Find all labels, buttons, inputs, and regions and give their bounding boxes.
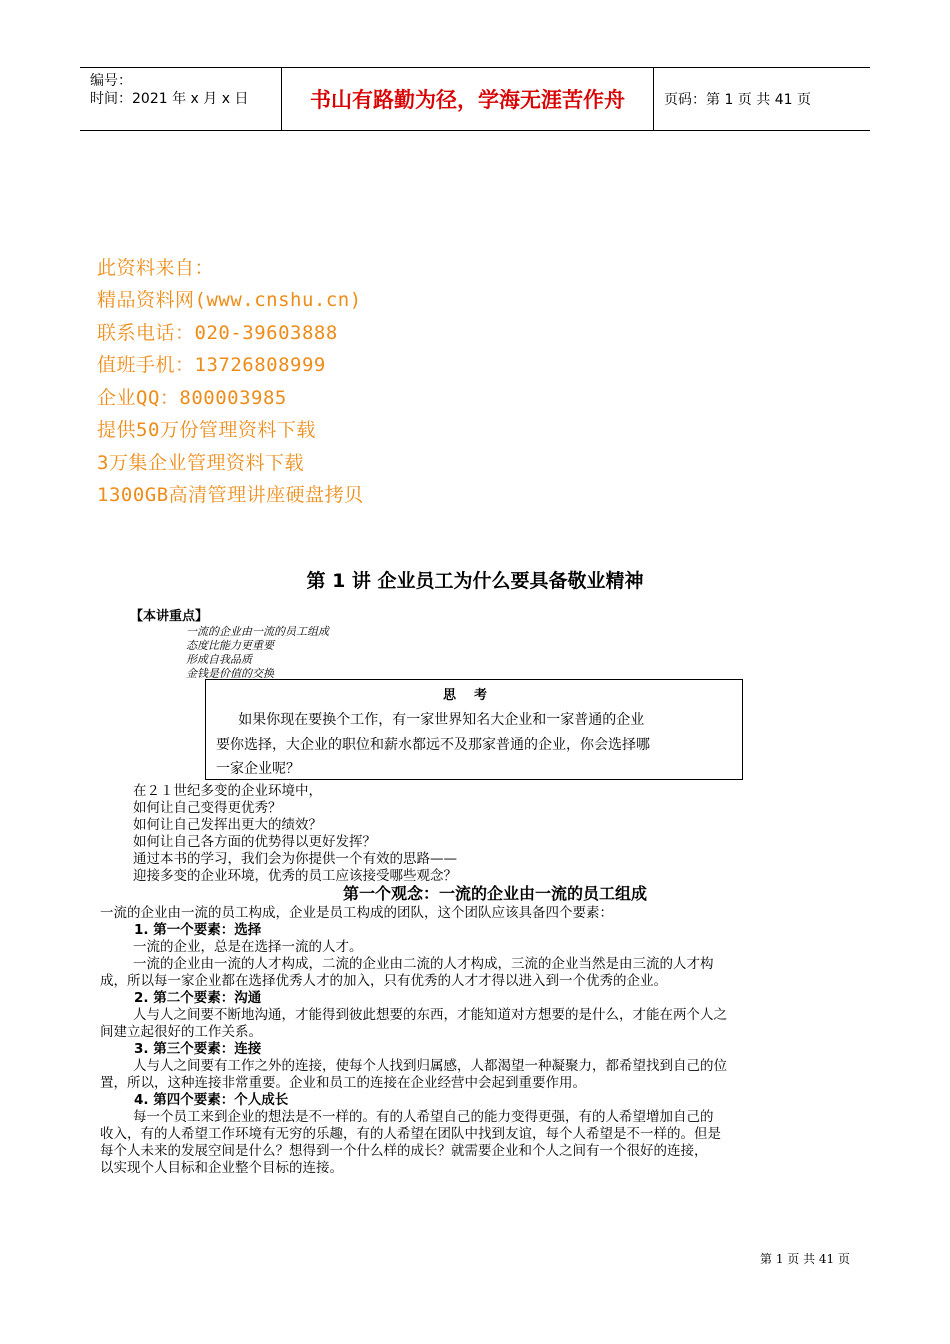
page-info: 页码：第 1 页 共 41 页: [664, 92, 811, 108]
think-box-line: 如果你现在要换个工作，有一家世界知名大企业和一家普通的企业: [216, 712, 645, 728]
question-line: 通过本书的学习，我们会为你提供一个有效的思路——: [133, 851, 457, 867]
key-point-item: 一流的企业由一流的员工组成: [186, 625, 329, 638]
promo-line: 3万集企业管理资料下载: [97, 452, 304, 474]
promo-line: 1300GB高清管理讲座硬盘拷贝: [97, 484, 364, 506]
question-line: 如何让自己变得更优秀？: [133, 800, 282, 816]
element-text: 人与人之间要有工作之外的连接，使每个人找到归属感，人都渴望一种凝聚力，都希望找到自己的位: [133, 1058, 727, 1074]
promo-line: 精品资料网(www.cnshu.cn): [97, 289, 362, 311]
element-text: 置，所以，这种连接非常重要。企业和员工的连接在企业经营中会起到重要作用。: [100, 1075, 586, 1091]
key-point-item: 形成自我品质: [186, 653, 252, 666]
section-heading: 第一个观念：一流的企业由一流的员工组成: [342, 884, 647, 903]
question-line: 迎接多变的企业环境，优秀的员工应该接受哪些观念？: [133, 868, 457, 884]
header-meta-cell: [80, 68, 282, 130]
think-box-title: 思考: [442, 688, 505, 703]
promo-line: 此资料来自：: [97, 257, 215, 279]
page-header: [80, 67, 870, 131]
element-text: 人与人之间要不断地沟通，才能得到彼此想要的东西，才能知道对方想要的是什么，才能在两个人之: [133, 1007, 727, 1023]
element-text: 成，所以每一家企业都在选择优秀人才的加入，只有优秀的人才才得以进入到一个优秀的企业。: [100, 973, 667, 989]
think-box-line: 要你选择，大企业的职位和薪水都远不及那家普通的企业，你会选择哪: [216, 737, 650, 753]
motto: 书山有路勤为径，学海无涯苦作舟: [282, 68, 654, 130]
page-footer: 第 1 页 共 41 页: [760, 1252, 850, 1266]
element-text: 一流的企业，总是在选择一流的人才。: [133, 939, 363, 955]
element-text: 每个人未来的发展空间是什么？想得到一个什么样的成长？就需要企业和个人之间有一个很好的连接，: [100, 1143, 708, 1159]
think-box: [205, 679, 743, 780]
section-intro: 一流的企业由一流的员工构成，企业是员工构成的团队，这个团队应该具备四个要素：: [100, 905, 613, 921]
element-title: 1. 第一个要素：选择: [134, 922, 262, 938]
promo-line: 提供50万份管理资料下载: [97, 419, 316, 441]
promo-line: 值班手机：13726808999: [97, 354, 326, 376]
element-title: 4. 第四个要素：个人成长: [134, 1092, 289, 1108]
element-title: 3. 第三个要素：连接: [134, 1041, 262, 1057]
element-text: 收入，有的人希望工作环境有无穷的乐趣，有的人希望在团队中找到友谊，每个人希望是不一样的。但是: [100, 1126, 721, 1142]
time-label: 时间：2021 年 x 月 x 日: [90, 91, 249, 107]
element-text: 间建立起很好的工作关系。: [100, 1024, 262, 1040]
think-box-line: 一家企业呢？: [216, 761, 300, 777]
key-point-item: 金钱是价值的交换: [186, 667, 274, 680]
key-point-item: 态度比能力更重要: [186, 639, 274, 652]
element-text: 一流的企业由一流的人才构成，二流的企业由二流的人才构成，三流的企业当然是由三流的人才构: [133, 956, 714, 972]
question-line: 如何让自己各方面的优势得以更好发挥？: [133, 834, 376, 850]
promo-line: 联系电话：020-39603888: [97, 322, 338, 344]
number-label: 编号：: [90, 73, 132, 89]
question-line: 如何让自己发挥出更大的绩效？: [133, 817, 322, 833]
promo-line: 企业QQ：800003985: [97, 387, 287, 409]
lecture-title: 第 1 讲 企业员工为什么要具备敬业精神: [306, 570, 644, 592]
element-text: 每一个员工来到企业的想法是不一样的。有的人希望自己的能力变得更强，有的人希望增加自己的: [133, 1109, 714, 1125]
element-text: 以实现个人目标和企业整个目标的连接。: [100, 1160, 343, 1176]
element-title: 2. 第二个要素：沟通: [134, 990, 262, 1006]
key-points-label: 【本讲重点】: [130, 609, 209, 624]
question-line: 在２１世纪多变的企业环境中，: [133, 783, 322, 799]
